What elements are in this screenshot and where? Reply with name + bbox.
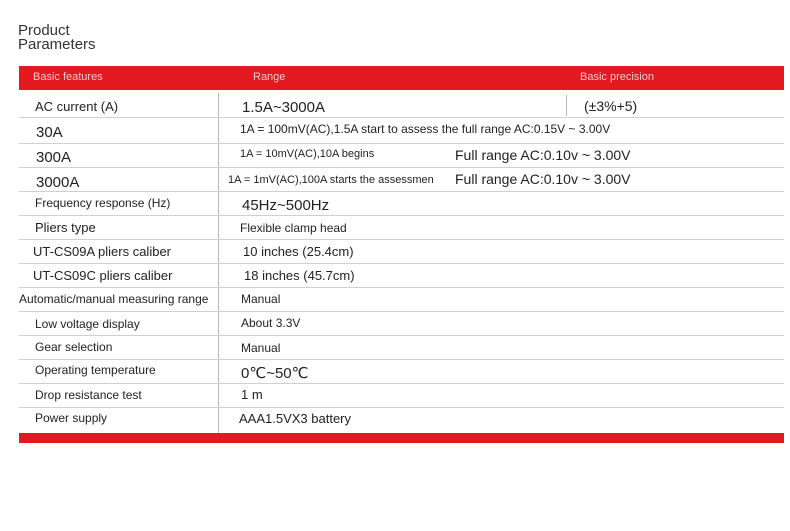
page-title (18, 24, 96, 52)
table-header (19, 66, 784, 90)
table-row (19, 336, 784, 360)
row-range: 18 inches (45.7cm) (244, 268, 355, 283)
row-range: Manual (241, 292, 281, 306)
table-row (19, 312, 784, 336)
page-title-line1: Product (18, 22, 70, 39)
table-row (19, 408, 784, 433)
table-row (19, 288, 784, 312)
row-range: 1A = 100mV(AC),1.5A start to assess the full range AC:0.15V ~ 3.00V (240, 122, 611, 136)
table-row (19, 360, 784, 384)
header-range: Range (253, 71, 286, 83)
page-title-line2: Parameters (18, 36, 96, 53)
table-row (19, 384, 784, 408)
table-row (19, 144, 784, 168)
row-range: 1A = 10mV(AC),10A begins (240, 148, 375, 160)
row-feature: UT-CS09A pliers caliber (33, 244, 171, 259)
row-range-extra: Full range AC:0.10v ~ 3.00V (455, 171, 631, 187)
row-feature: 300A (36, 149, 72, 166)
row-feature: AC current (A) (35, 99, 119, 114)
header-basic-features: Basic features (33, 71, 103, 83)
table-row (19, 240, 784, 264)
row-range: Flexible clamp head (240, 221, 347, 235)
row-feature: Pliers type (35, 220, 96, 235)
table-footer-bar (19, 433, 784, 443)
header-basic-precision: Basic precision (580, 71, 654, 83)
row-feature: Gear selection (35, 340, 113, 354)
row-range: Manual (241, 341, 281, 355)
precision-divider (566, 95, 567, 116)
row-feature: 30A (36, 124, 63, 141)
row-feature: Automatic/manual measuring range (19, 292, 209, 306)
table-row (19, 216, 784, 240)
row-feature: Drop resistance test (35, 388, 142, 402)
table-row (19, 192, 784, 216)
row-feature: 3000A (36, 174, 80, 191)
row-range: 1 m (241, 387, 263, 402)
row-feature: Operating temperature (35, 363, 156, 377)
table-row (19, 93, 784, 118)
row-feature: UT-CS09C pliers caliber (33, 268, 173, 283)
row-range: 10 inches (25.4cm) (243, 244, 354, 259)
row-range: 1.5A~3000A (242, 99, 325, 116)
row-range: 1A = 1mV(AC),100A starts the assessmen (228, 174, 434, 186)
row-range-extra: Full range AC:0.10v ~ 3.00V (455, 147, 631, 163)
row-range: 45Hz~500Hz (242, 197, 330, 214)
row-feature: Low voltage display (35, 317, 140, 331)
row-range: AAA1.5VX3 battery (239, 411, 352, 426)
table-row (19, 264, 784, 288)
row-feature: Power supply (35, 411, 108, 425)
row-range: About 3.3V (241, 316, 301, 330)
row-range: 0℃~50℃ (241, 365, 309, 382)
table-row (19, 118, 784, 144)
table-row (19, 168, 784, 192)
row-precision: (±3%+5) (584, 98, 638, 114)
row-feature: Frequency response (Hz) (35, 196, 171, 210)
